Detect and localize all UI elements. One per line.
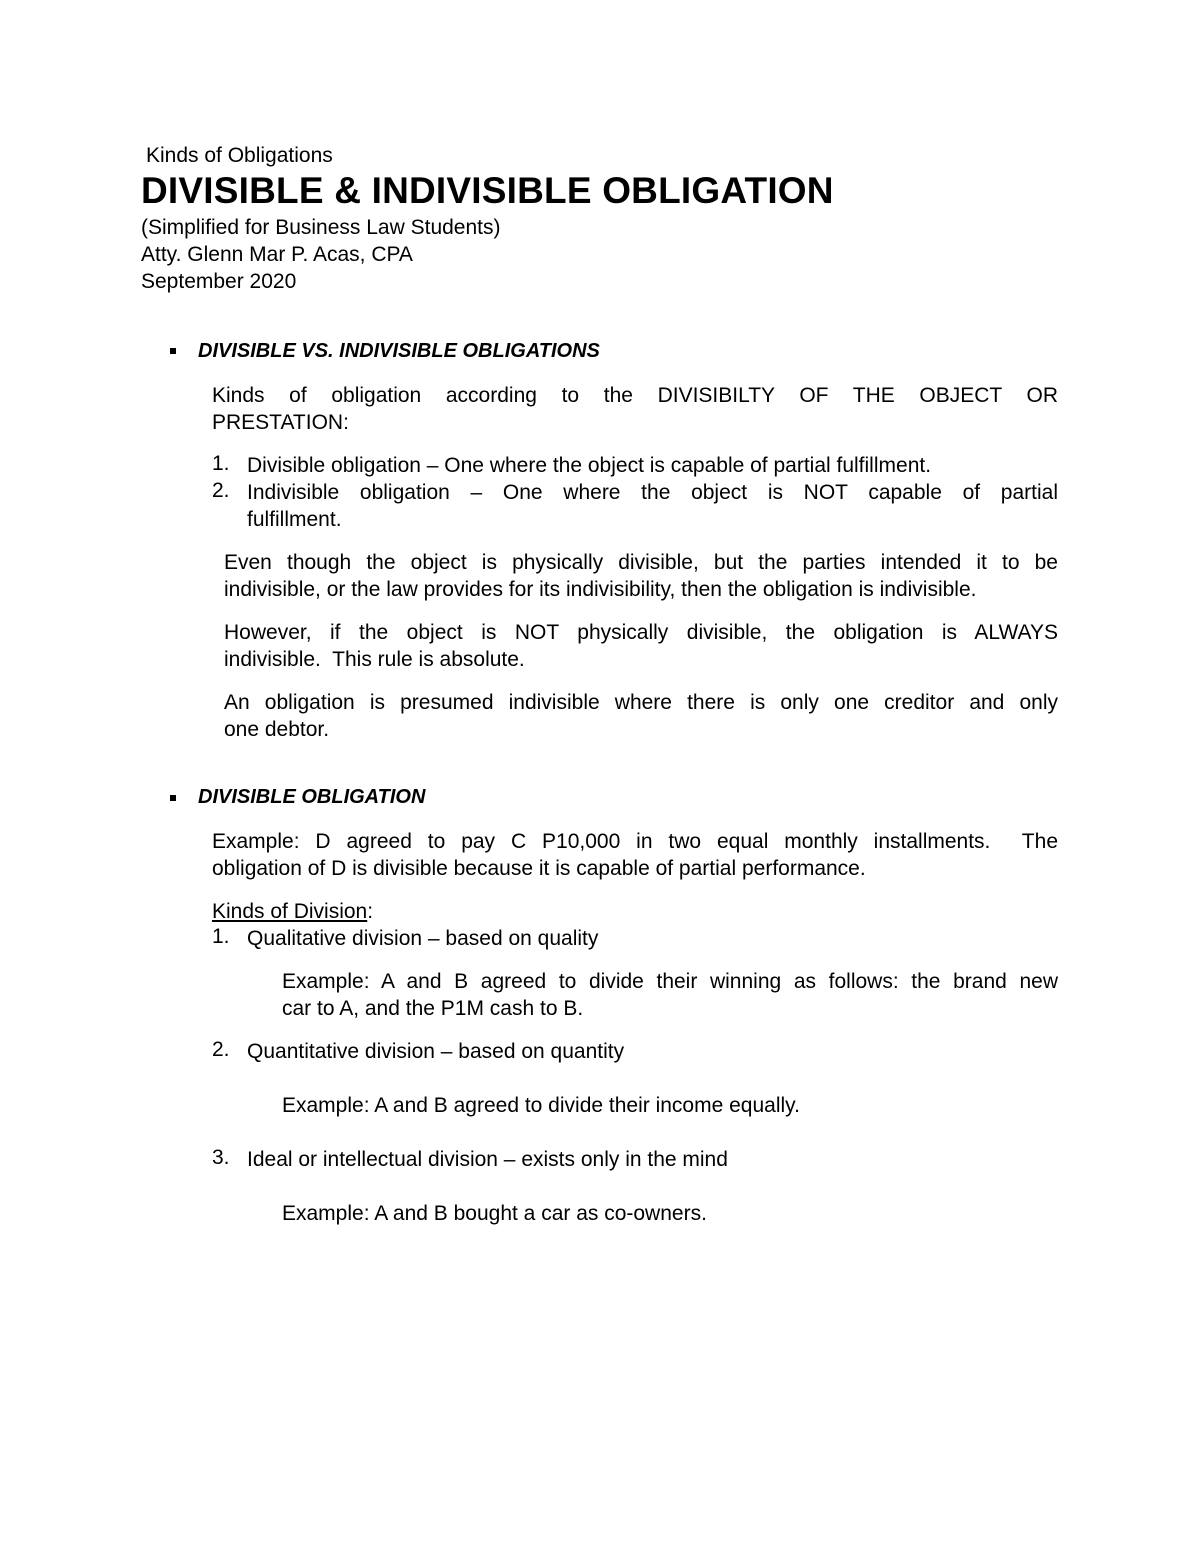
division-1-number: 1.	[212, 925, 230, 948]
section2-bullet	[170, 795, 176, 801]
section1-bullet	[170, 348, 176, 354]
section1-item-1-number: 1.	[212, 452, 230, 475]
section1-heading: DIVISIBLE VS. INDIVISIBLE OBLIGATIONS	[198, 340, 600, 362]
document-title: DIVISIBLE & INDIVISIBLE OBLIGATION	[141, 170, 834, 211]
division-1-example-line2: car to A, and the P1M cash to B.	[282, 997, 584, 1020]
document-date: September 2020	[141, 270, 297, 293]
section2-example-line1: Example: D agreed to pay C P10,000 in two equal monthly installments. The	[212, 830, 1058, 853]
section2-heading: DIVISIBLE OBLIGATION	[198, 786, 426, 808]
document-author: Atty. Glenn Mar P. Acas, CPA	[141, 243, 413, 266]
section1-para2-line2: indivisible. This rule is absolute.	[224, 648, 525, 671]
division-3-number: 3.	[212, 1146, 230, 1169]
kinds-of-division-label	[212, 898, 373, 925]
division-2-number: 2.	[212, 1038, 230, 1061]
document-subtitle: (Simplified for Business Law Students)	[141, 216, 501, 239]
section1-intro-line2: PRESTATION:	[212, 411, 349, 434]
division-1-example-line1: Example: A and B agreed to divide their winning as follows: the brand new	[282, 970, 1058, 993]
document-kicker: Kinds of Obligations	[146, 144, 333, 167]
section1-item-1-text: Divisible obligation – One where the object is capable of partial fulfillment.	[247, 454, 932, 477]
section1-para3-line2: one debtor.	[224, 718, 330, 741]
division-3-label: Ideal or intellectual division – exists only in the mind	[247, 1148, 728, 1171]
section1-para1-line1: Even though the object is physically divisible, but the parties intended it to be	[224, 551, 1058, 574]
section1-intro-line1: Kinds of obligation according to the DIVISIBILTY OF THE OBJECT OR	[212, 384, 1058, 407]
section1-item-2-continuation: fulfillment.	[247, 508, 342, 531]
division-1-label: Qualitative division – based on quality	[247, 927, 599, 950]
kinds-of-division-label-text: Kinds of Division	[212, 900, 368, 923]
section1-para3-line1: An obligation is presumed indivisible where there is only one creditor and only	[224, 691, 1058, 714]
section1-item-2-number: 2.	[212, 479, 230, 502]
section2-example-line2: obligation of D is divisible because it is capable of partial performance.	[212, 857, 866, 880]
kinds-of-division-colon: :	[367, 900, 374, 923]
section1-item-2-text: Indivisible obligation – One where the object is NOT capable of partial	[247, 481, 1058, 504]
division-2-example: Example: A and B agreed to divide their income equally.	[282, 1094, 800, 1117]
division-3-example: Example: A and B bought a car as co-owners.	[282, 1202, 707, 1225]
section1-para2-line1: However, if the object is NOT physically divisible, the obligation is ALWAYS	[224, 621, 1058, 644]
division-2-label: Quantitative division – based on quantity	[247, 1040, 625, 1063]
section1-para1-line2: indivisible, or the law provides for its indivisibility, then the obligation is indivisible.	[224, 578, 977, 601]
